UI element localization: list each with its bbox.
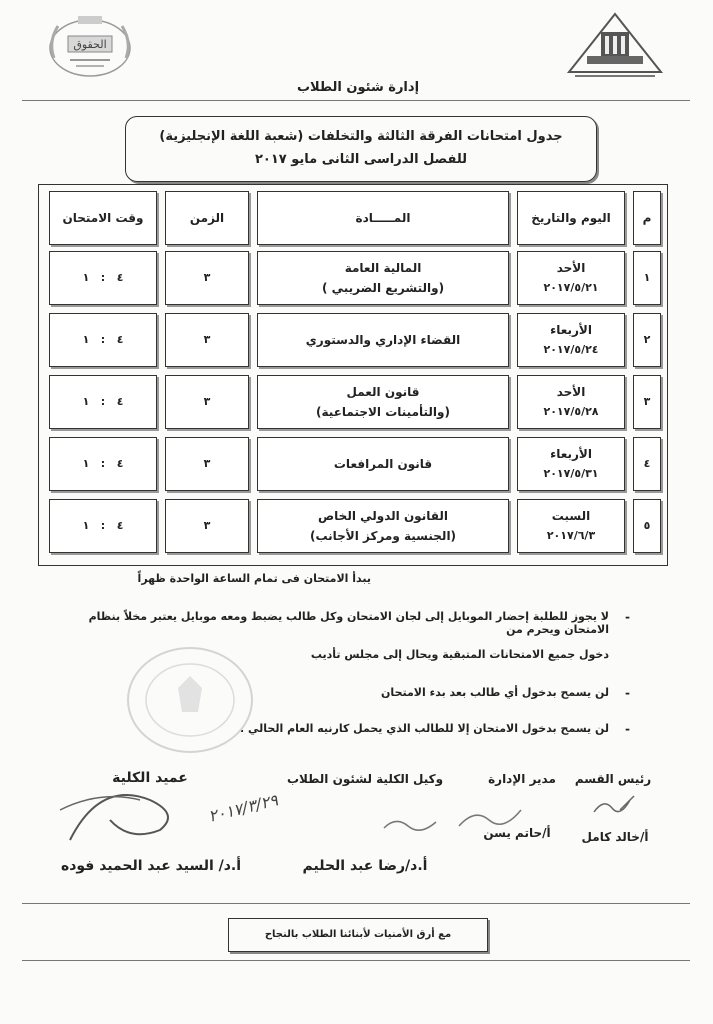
- official-seal: [120, 640, 260, 760]
- rule-late-entry: لن يسمح بدخول أي طالب بعد بدء الامتحان: [381, 686, 609, 699]
- department-name: إدارة شئون الطلاب: [290, 78, 426, 101]
- faculty-logo: [40, 12, 140, 82]
- semester-subtitle: للفصل الدراسى الثانى مايو ٢٠١٧: [254, 152, 468, 167]
- row-subject: قانون المرافعات: [257, 437, 509, 491]
- row-duration: ٣: [165, 375, 249, 429]
- title-box: [125, 116, 597, 182]
- row-subject: القانون الدولي الخاص (الجنسية ومركز الأجانب): [257, 499, 509, 553]
- row-num: ٣: [633, 375, 661, 429]
- row-subject: قانون العمل (والتأمينات الاجتماعية): [257, 375, 509, 429]
- rule-mobile-cont: دخول جميع الامتحانات المتبقية ويحال إلى مجلس تأديب: [310, 648, 609, 661]
- dean-title: عميد الكلية: [112, 770, 188, 786]
- schedule-title: جدول امتحانات الفرقة الثالثة والتخلفات (شعبة اللغة الإنجليزية): [159, 129, 563, 144]
- bullet: -: [625, 686, 630, 700]
- rule-mobile: لا يجوز للطلبة إحضار الموبايل إلى لجان الامتحان وكل طالب يضبط ومعه موبايل يعتبر مخلاً بنظام الامتحان ويحرم من: [88, 610, 609, 636]
- row-subject: القضاء الإداري والدستوري: [257, 313, 509, 367]
- row-day: الأحد ٢٠١٧/٥/٢٨: [517, 375, 625, 429]
- row-duration: ٣: [165, 313, 249, 367]
- head-title: رئيس القسم: [574, 772, 652, 786]
- header-time: وقت الامتحان: [49, 191, 157, 245]
- row-time: ٤ : ١: [49, 437, 157, 491]
- footer-message: مع أرق الأمنيات لأبنائنا الطلاب بالنجاح: [228, 918, 488, 952]
- row-num: ٤: [633, 437, 661, 491]
- row-num: ٢: [633, 313, 661, 367]
- row-duration: ٣: [165, 437, 249, 491]
- schedule-table: [38, 184, 668, 566]
- row-day: السبت ٢٠١٧/٦/٣: [517, 499, 625, 553]
- manager-title: مدير الإدارة: [488, 772, 556, 786]
- row-day: الأربعاء ٢٠١٧/٥/٣١: [517, 437, 625, 491]
- dean-signature: [40, 770, 280, 850]
- head-signature: [590, 790, 640, 820]
- header-num: م: [633, 191, 661, 245]
- footer-divider-bottom: [22, 960, 690, 961]
- header-day: اليوم والتاريخ: [517, 191, 625, 245]
- handwritten-date: ٢٠١٧/٣/٢٩: [206, 790, 280, 826]
- university-logo: [565, 10, 665, 82]
- vice-signature: [380, 812, 440, 838]
- header-subject: المـــــادة: [257, 191, 509, 245]
- row-duration: ٣: [165, 499, 249, 553]
- manager-name: أ/حاتم يسن: [483, 826, 551, 840]
- row-day: الأربعاء ٢٠١٧/٥/٢٤: [517, 313, 625, 367]
- row-day: الأحد ٢٠١٧/٥/٢١: [517, 251, 625, 305]
- row-time: ٤ : ١: [49, 375, 157, 429]
- vice-dean-name: أ.د/رضا عبد الحليم: [302, 858, 428, 874]
- footer-divider: [22, 903, 690, 904]
- row-time: ٤ : ١: [49, 499, 157, 553]
- row-time: ٤ : ١: [49, 313, 157, 367]
- row-num: ٥: [633, 499, 661, 553]
- exam-start-note: يبدأ الامتحان فى تمام الساعة الواحدة ظهراً: [137, 572, 371, 585]
- bullet: -: [625, 722, 630, 736]
- vice-dean-title: وكيل الكلية لشئون الطلاب: [286, 772, 444, 786]
- dean-name: أ.د/ السيد عبد الحميد فوده: [60, 858, 242, 874]
- row-num: ١: [633, 251, 661, 305]
- bullet: -: [625, 610, 630, 624]
- row-duration: ٣: [165, 251, 249, 305]
- row-subject: المالية العامة (والتشريع الضريبي ): [257, 251, 509, 305]
- rule-id-card: لن يسمح بدخول الامتحان إلا للطالب الذي يحمل كارنيه العام الحالي .: [240, 722, 609, 735]
- header-divider: [22, 100, 690, 101]
- row-time: ٤ : ١: [49, 251, 157, 305]
- header-duration: الزمن: [165, 191, 249, 245]
- logo-text: الحقوق: [73, 38, 107, 51]
- head-name: أ/خالد كامل: [581, 830, 649, 844]
